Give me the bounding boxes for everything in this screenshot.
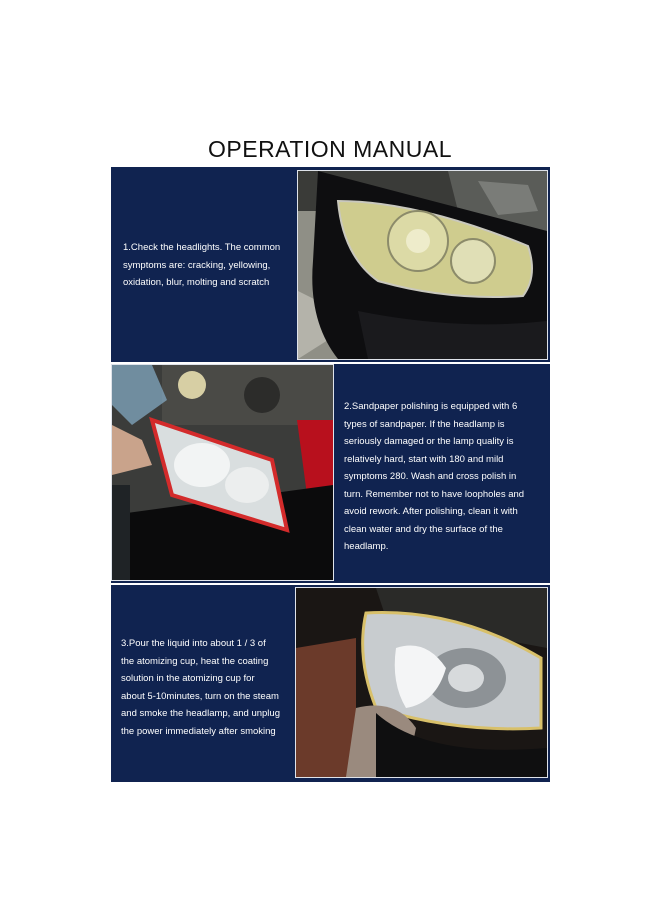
page-title: OPERATION MANUAL	[208, 136, 452, 162]
steaming-headlight-photo	[295, 587, 548, 778]
step-2-panel	[111, 364, 550, 583]
sanding-headlight-photo	[111, 364, 334, 581]
step-2-text: 2.Sandpaper polishing is equipped with 6 types of sandpaper. If the headlamp is seriously damaged or the lamp quality is relatively hard, start with 180 and mild symptoms 280. Wash and cross polish in turn. Remember not to have loopholes and avoid rework. After polishing, clean it with clean water and dry the surface of the headlamp.	[344, 401, 525, 552]
yellowed-headlight-photo	[297, 170, 548, 360]
step-1-text: 1.Check the headlights. The common symptoms are: cracking, yellowing, oxidation, blur, molting and scratch	[123, 242, 281, 288]
step-1-panel	[111, 167, 550, 362]
step-3-text: 3.Pour the liquid into about 1 / 3 of the atomizing cup, heat the coating solution in the atomizing cup for about 5-10minutes, turn on the steam and smoke the headlamp, and unplug the power immediately after smoking	[121, 638, 280, 737]
step-3-panel	[111, 585, 550, 782]
